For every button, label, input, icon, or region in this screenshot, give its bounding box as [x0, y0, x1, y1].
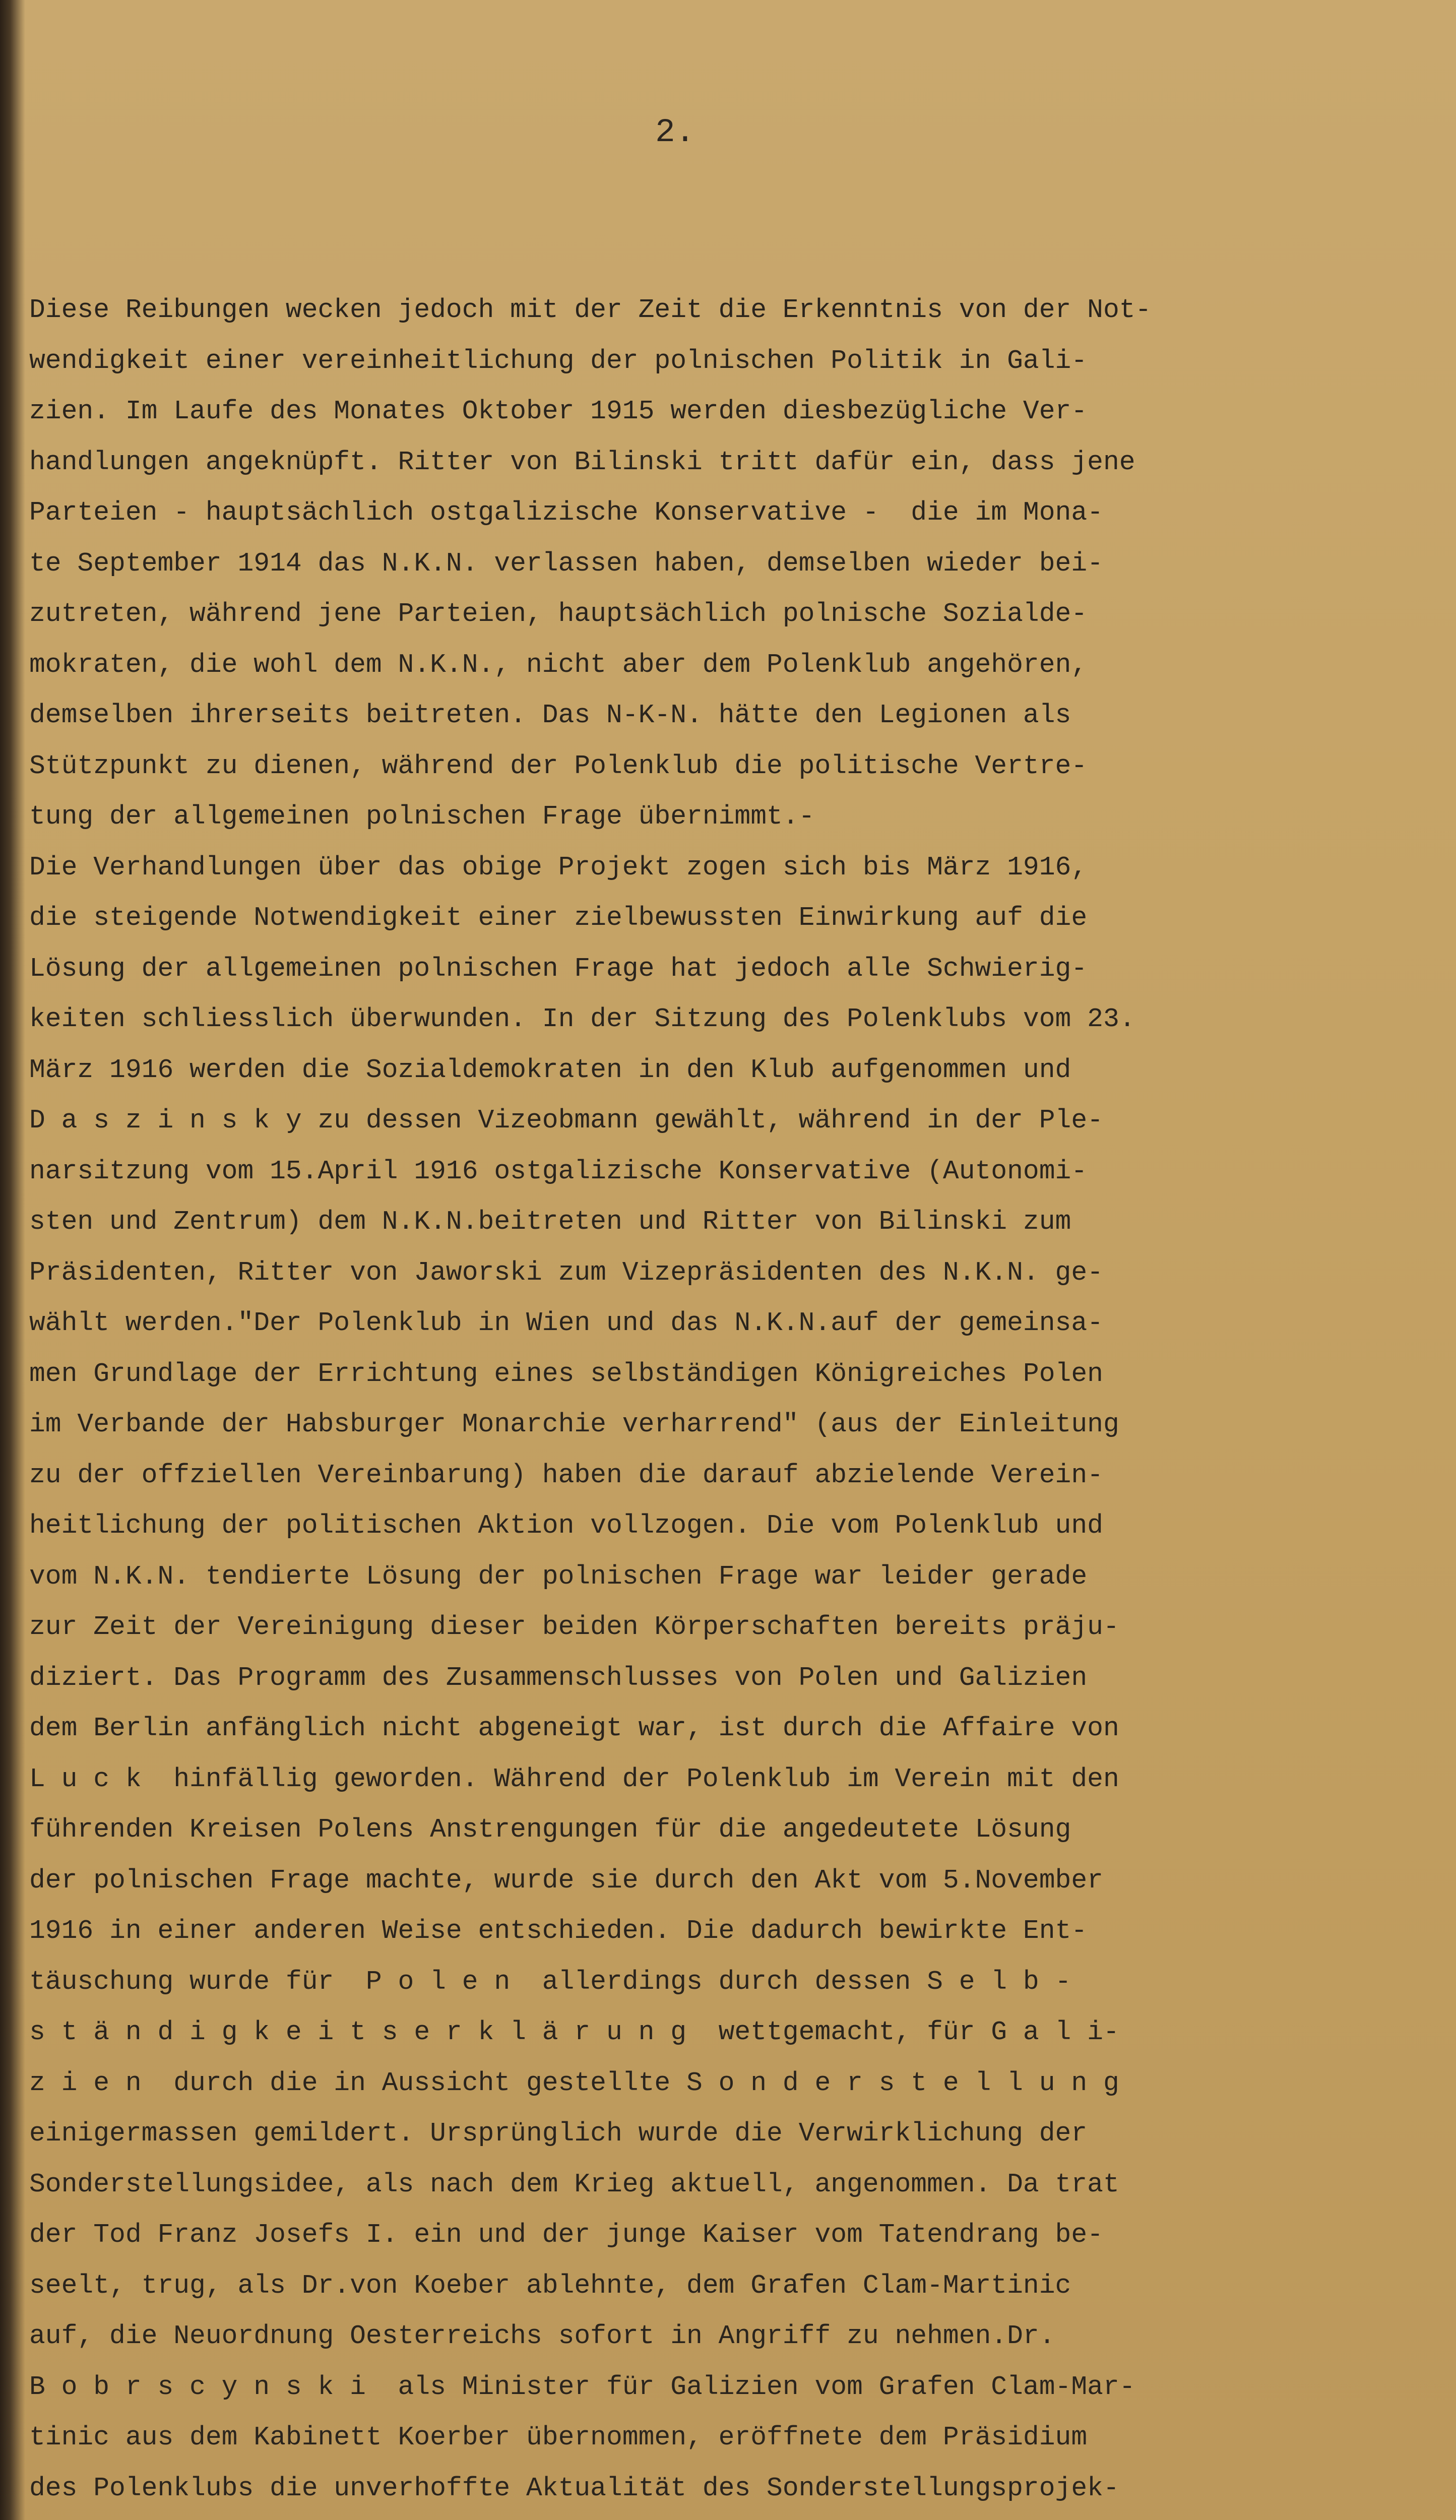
page-edge-shadow [0, 0, 25, 2520]
text-line: Stützpunkt zu dienen, während der Polenklub die politische Vertre- [29, 750, 1088, 781]
text-line: dem Berlin anfänglich nicht abgeneigt war, ist durch die Affaire von [29, 1713, 1119, 1743]
text-line: sten und Zentrum) dem N.K.N.beitreten und Ritter von Bilinski zum [29, 1207, 1071, 1237]
text-line: Die Verhandlungen über das obige Projekt zogen sich bis März 1916, [29, 852, 1088, 883]
text-line: wendigkeit einer vereinheitlichung der polnischen Politik in Gali- [29, 345, 1088, 376]
text-line: diziert. Das Programm des Zusammenschlusses von Polen und Galizien [29, 1662, 1088, 1693]
text-line: zutreten, während jene Parteien, hauptsächlich polnische Sozialde- [29, 599, 1088, 629]
text-line: die steigende Notwendigkeit einer zielbewussten Einwirkung auf die [29, 903, 1088, 933]
text-line: auf, die Neuordnung Oesterreichs sofort in Angriff zu nehmen.Dr. [29, 2321, 1055, 2351]
text-line: führenden Kreisen Polens Anstrengungen für die angedeutete Lösung [29, 1814, 1071, 1845]
text-line: handlungen angeknüpft. Ritter von Bilinski tritt dafür ein, dass jene [29, 447, 1135, 477]
text-line: des Polenklubs die unverhoffte Aktualität des Sonderstellungsprojek- [29, 2473, 1119, 2503]
text-line: im Verbande der Habsburger Monarchie verharrend" (aus der Einleitung [29, 1409, 1119, 1439]
page-number: 2. [655, 113, 695, 151]
text-line: Diese Reibungen wecken jedoch mit der Zeit die Erkenntnis von der Not- [29, 295, 1152, 325]
text-line: der polnischen Frage machte, wurde sie durch den Akt vom 5.November [29, 1865, 1103, 1896]
text-line: seelt, trug, als Dr.von Koeber ablehnte, dem Grafen Clam-Martinic [29, 2270, 1071, 2301]
text-line: s t ä n d i g k e i t s e r k l ä r u n g wettgemacht, für G a l i- [29, 2017, 1119, 2047]
text-line: mokraten, die wohl dem N.K.N., nicht aber dem Polenklub angehören, [29, 649, 1088, 680]
text-line: einigermassen gemildert. Ursprünglich wurde die Verwirklichung der [29, 2118, 1088, 2149]
text-line: der Tod Franz Josefs I. ein und der junge Kaiser vom Tatendrang be- [29, 2220, 1103, 2250]
text-line [29, 2513, 1430, 2520]
text-line: L u c k hinfällig geworden. Während der Polenklub im Verein mit den [29, 1763, 1119, 1794]
text-line: tinic aus dem Kabinett Koerber übernommen, eröffnete dem Präsidium [29, 2422, 1088, 2452]
text-line: vom N.K.N. tendierte Lösung der polnischen Frage war leider gerade [29, 1561, 1088, 1592]
text-line: zien. Im Laufe des Monates Oktober 1915 werden diesbezügliche Ver- [29, 396, 1088, 426]
text-line: D a s z i n s k y zu dessen Vizeobmann gewählt, während in der Ple- [29, 1105, 1103, 1136]
text-line: zur Zeit der Vereinigung dieser beiden Körperschaften bereits präju- [29, 1612, 1119, 1642]
text-line: B o b r s c y n s k i als Minister für Galizien vom Grafen Clam-Mar- [29, 2371, 1135, 2402]
body-text [29, 285, 1430, 2520]
text-line: demselben ihrerseits beitreten. Das N-K-N. hätte den Legionen als [29, 700, 1071, 730]
text-line: 1916 in einer anderen Weise entschieden. Die dadurch bewirkte Ent- [29, 1916, 1088, 1946]
text-line: täuschung wurde für P o l e n allerdings durch dessen S e l b - [29, 1966, 1071, 1997]
text-line: zu der offziellen Vereinbarung) haben die darauf abzielende Verein- [29, 1460, 1103, 1490]
text-line: heitlichung der politischen Aktion vollzogen. Die vom Polenklub und [29, 1510, 1103, 1541]
text-line: tung der allgemeinen polnischen Frage übernimmt.- [29, 801, 815, 832]
text-line: keiten schliesslich überwunden. In der Sitzung des Polenklubs vom 23. [29, 1004, 1135, 1034]
text-line: Sonderstellungsidee, als nach dem Krieg aktuell, angenommen. Da trat [29, 2169, 1119, 2199]
text-line: Lösung der allgemeinen polnischen Frage hat jedoch alle Schwierig- [29, 953, 1088, 984]
text-line: März 1916 werden die Sozialdemokraten in den Klub aufgenommen und [29, 1054, 1071, 1085]
text-line: Präsidenten, Ritter von Jaworski zum Vizepräsidenten des N.K.N. ge- [29, 1257, 1103, 1288]
text-line: z i e n durch die in Aussicht gestellte S o n d e r s t e l l u n g [29, 2067, 1119, 2098]
text-line: Parteien - hauptsächlich ostgalizische Konservative - die im Mona- [29, 497, 1103, 528]
text-line: men Grundlage der Errichtung eines selbständigen Königreiches Polen [29, 1358, 1103, 1389]
text-line: narsitzung vom 15.April 1916 ostgalizische Konservative (Autonomi- [29, 1156, 1088, 1186]
text-line: te September 1914 das N.K.N. verlassen haben, demselben wieder bei- [29, 548, 1103, 579]
text-line: wählt werden."Der Polenklub in Wien und das N.K.N.auf der gemeinsa- [29, 1308, 1103, 1338]
